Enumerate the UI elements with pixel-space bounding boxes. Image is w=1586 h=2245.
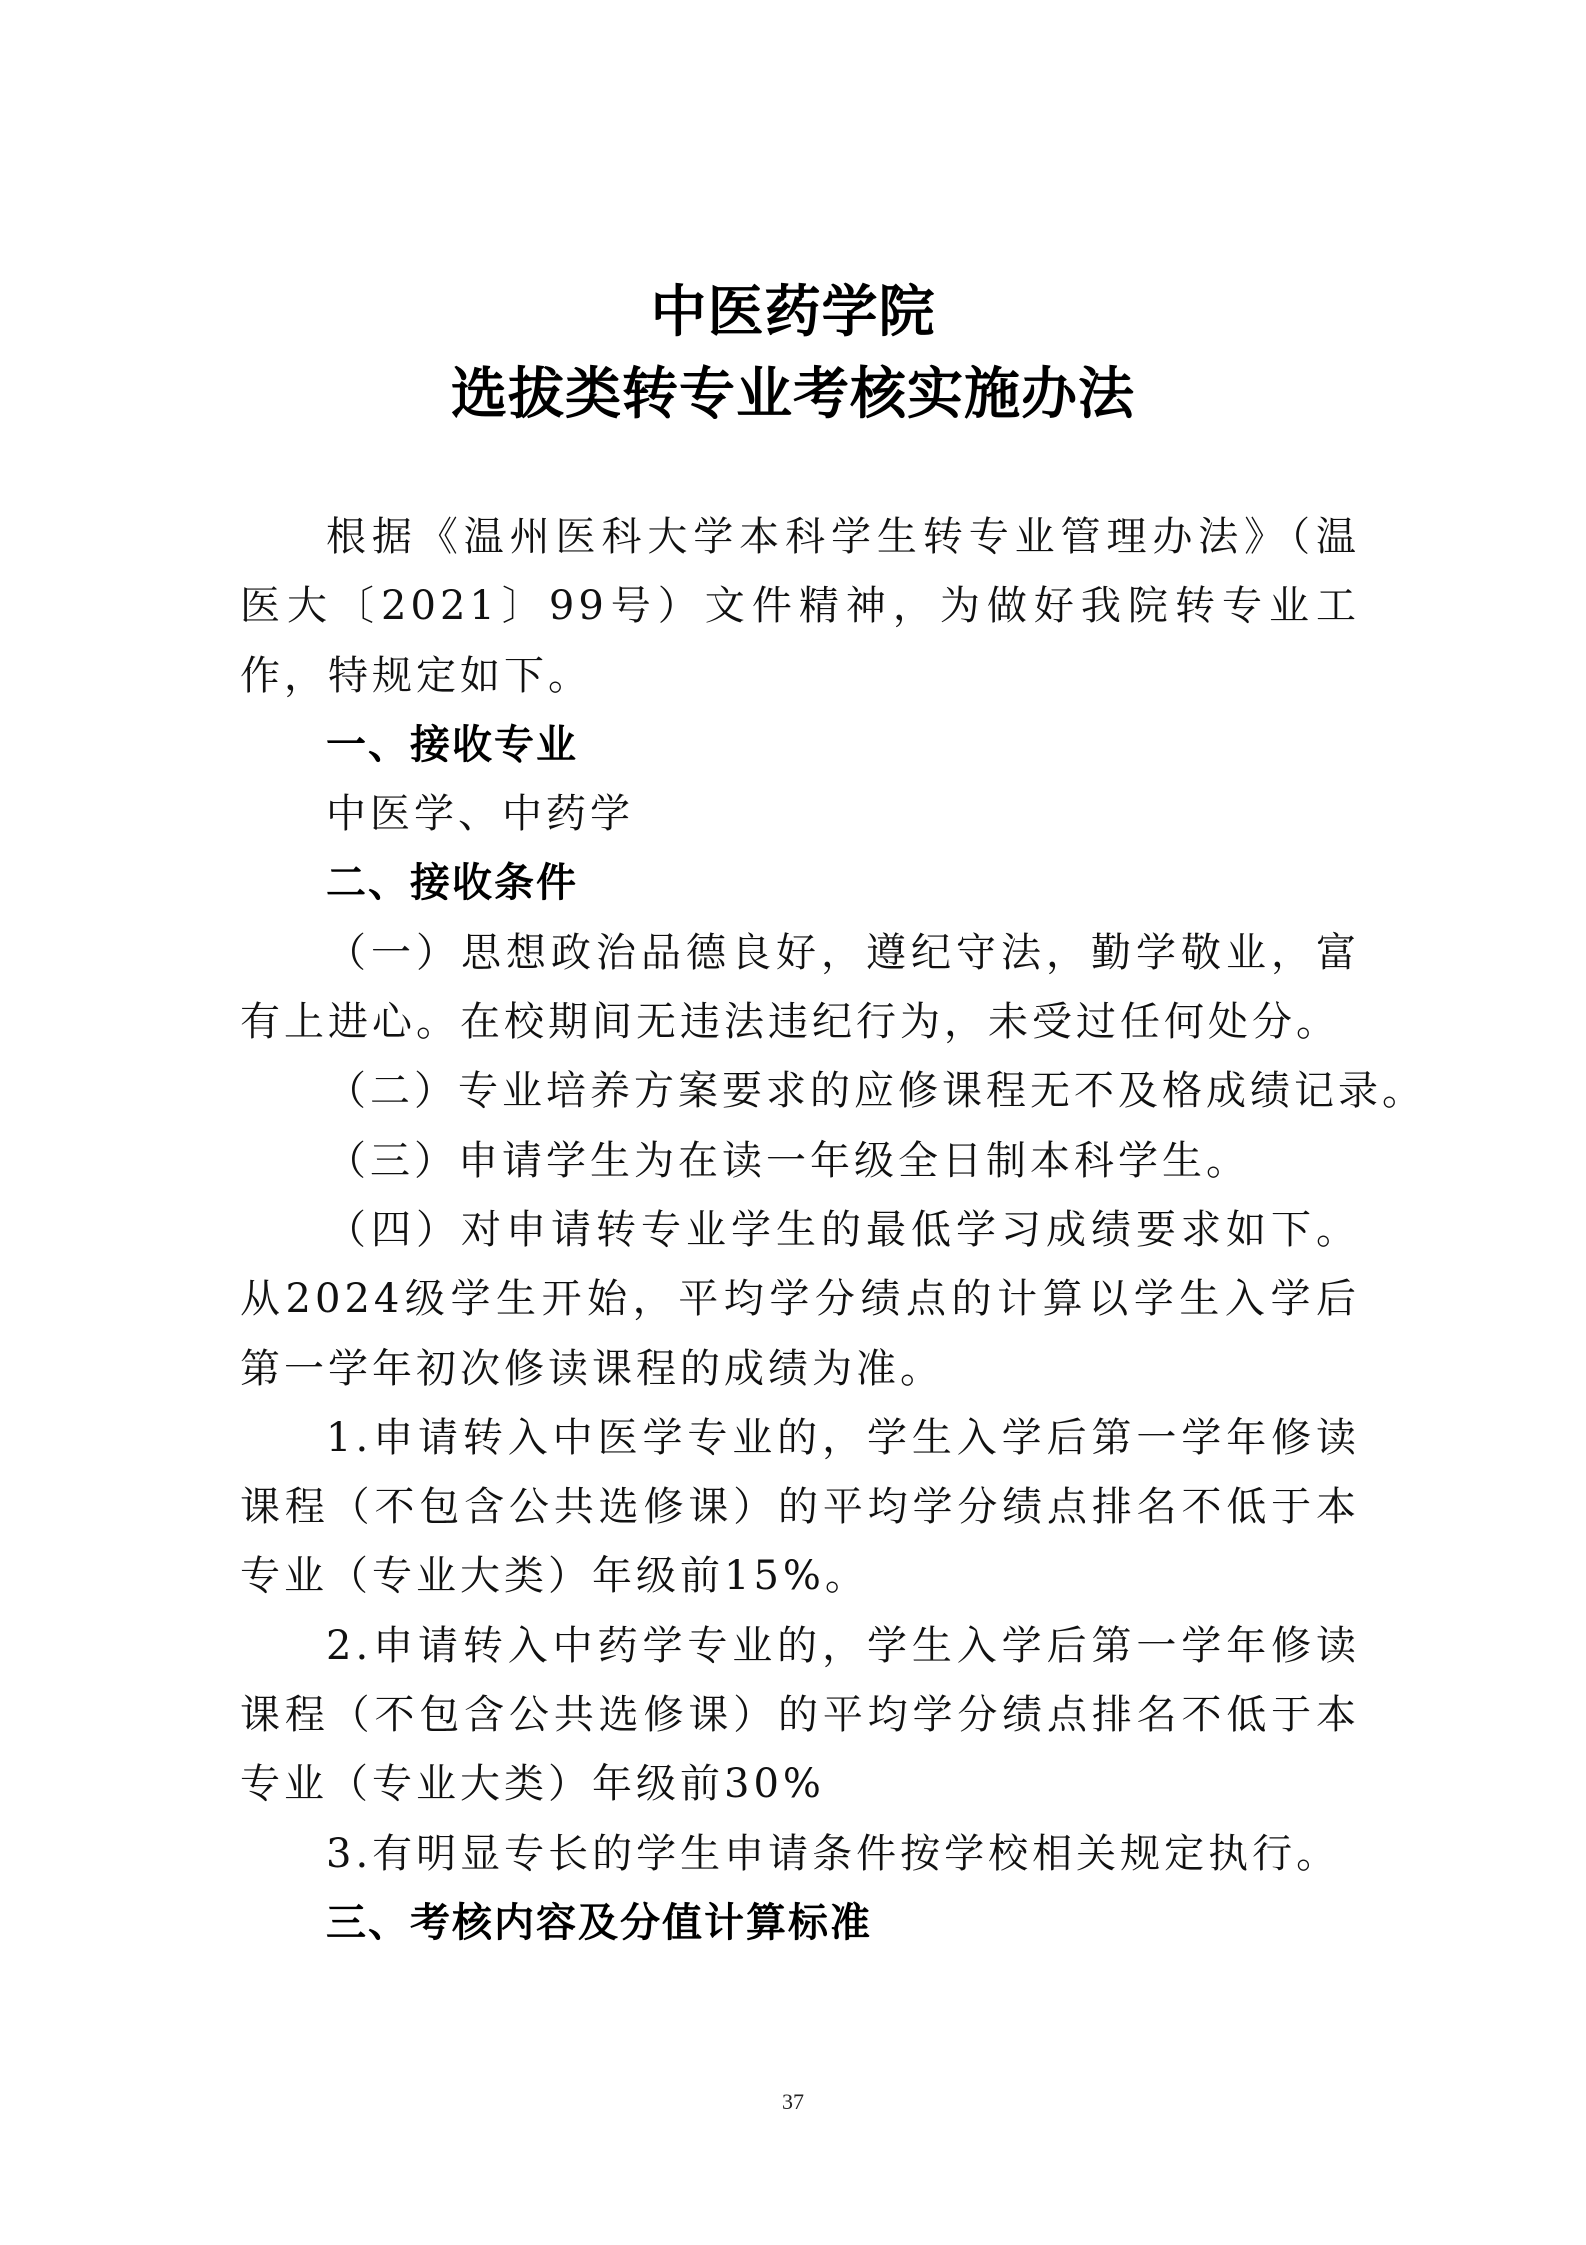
page-number: 37 <box>782 2089 804 2114</box>
condition-item-1: （一）思想政治品德良好，遵纪守法，勤学敬业，富有上进心。在校期间无违法违纪行为，未受过任何处分。 <box>240 929 1360 1046</box>
intro-paragraph: 根据《温州医科大学本科学生转专业管理办法》（温医大〔2021〕99号）文件精神，为做好我院转专业工作，特规定如下。 <box>240 514 1360 699</box>
condition-item-2: （二）专业培养方案要求的应修课程无不及格成绩记录。 <box>326 1068 1426 1115</box>
condition-sub-item-1: 1.申请转入中医学专业的，学生入学后第一学年修读课程（不包含公共选修课）的平均学分绩点排名不低于本专业（专业大类）年级前15%。 <box>240 1414 1360 1600</box>
section-2-heading: 二、接收条件 <box>326 860 578 907</box>
document-title-line-2: 选拔类转专业考核实施办法 <box>451 362 1135 427</box>
condition-item-4: （四）对申请转专业学生的最低学习成绩要求如下。从2024级学生开始，平均学分绩点的计算以学生入学后第一学年初次修读课程的成绩为准。 <box>240 1206 1360 1392</box>
section-3-heading: 三、考核内容及分值计算标准 <box>326 1899 872 1946</box>
condition-sub-item-3: 3.有明显专长的学生申请条件按学校相关规定执行。 <box>326 1830 1341 1877</box>
section-1-content: 中医学、中药学 <box>326 791 634 838</box>
condition-item-3: （三）申请学生为在读一年级全日制本科学生。 <box>326 1137 1250 1184</box>
section-1-heading: 一、接收专业 <box>326 721 578 768</box>
document-title-line-1: 中医药学院 <box>650 280 936 345</box>
document-body <box>240 503 1426 1958</box>
condition-sub-item-2: 2.申请转入中药学专业的，学生入学后第一学年修读课程（不包含公共选修课）的平均学分绩点排名不低于本专业（专业大类）年级前30% <box>240 1622 1360 1808</box>
